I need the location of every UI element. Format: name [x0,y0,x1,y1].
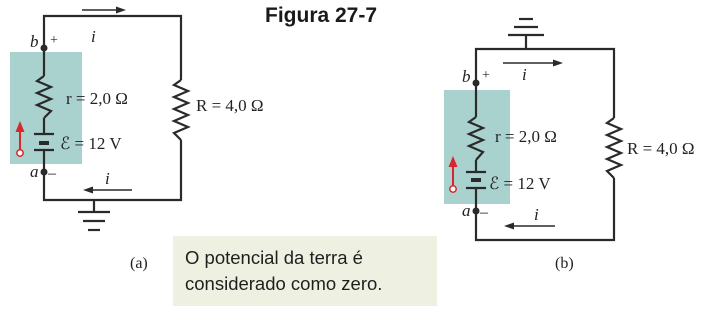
node-a-a [41,169,48,176]
internal-resistance-label-b: r = 2,0 Ω [495,127,557,146]
current-arrow-top-a [82,7,126,14]
plus-sign-b: + [482,68,490,83]
minus-sign-a: – [48,165,56,182]
circuit-b [444,19,695,272]
current-label-bottom-a: i [105,169,110,188]
plus-sign-a: + [50,33,58,48]
current-label-top-a: i [91,27,96,46]
ground-icon [78,212,110,230]
current-label-top-b: i [522,65,527,84]
node-a-b [473,208,480,215]
current-arrow-bottom-b [504,223,555,230]
panel-label-b: (b) [555,255,574,272]
note-line-2: considerado como zero. [185,273,383,294]
resistor-R-b [607,118,621,178]
internal-resistance-label-a: r = 2,0 Ω [66,89,128,108]
resistor-R-a [174,80,188,140]
emf-label-a: ℰ = 12 V [60,134,122,153]
node-a-label-a: a [30,162,39,181]
resistor-label-a: R = 4,0 Ω [196,96,264,115]
node-b-a [41,45,48,52]
node-a-label-b: a [462,201,471,220]
current-arrow-top-b [503,60,563,67]
resistor-label-b: R = 4,0 Ω [627,139,695,158]
figure-title: Figura 27-7 [265,4,378,27]
current-label-bottom-b: i [534,205,539,224]
node-b-b [473,80,480,87]
emf-label-b: ℰ = 12 V [489,174,551,193]
note-box [173,236,437,306]
ground-icon [508,19,544,49]
node-b-label-a: b [30,32,39,51]
node-b-label-b: b [462,67,471,86]
minus-sign-b: – [480,204,488,221]
panel-label-a: (a) [130,255,148,272]
circuit-a [10,7,264,273]
note-line-1: O potencial da terra é [185,247,363,268]
